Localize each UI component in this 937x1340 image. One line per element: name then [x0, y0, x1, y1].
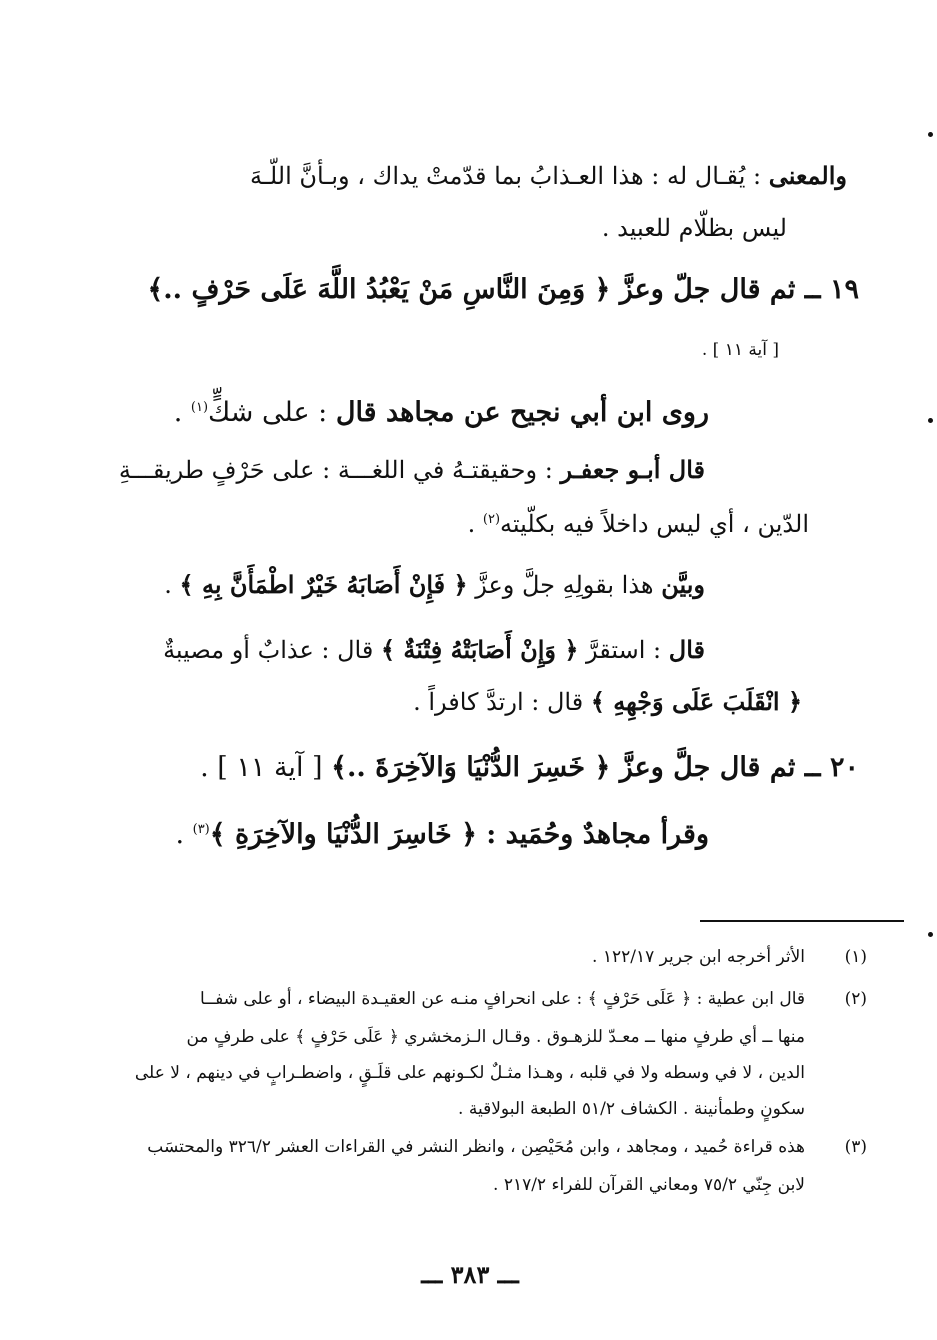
footnote-line: هذه قراءة حُميد ، ومجاهد ، وابن مُحَيْصِن ، وانظر النشر في القراءات العشر ٣٢٦/٢ والمحتسَب [147, 1137, 805, 1157]
margin-mark [928, 132, 933, 137]
paragraph-line [164, 565, 705, 605]
text-run: هذا بقولِهِ جلَّ وعزَّ [467, 571, 662, 599]
text-run: : استقرَّ [578, 636, 669, 664]
paragraph-line [174, 388, 709, 433]
section-heading-19 [147, 270, 859, 310]
footnote-line: لابن جِنّي ٧٥/٢ ومعاني القرآن للفراء ٢١٧/٢ . [493, 1175, 805, 1195]
paragraph-line [413, 682, 802, 722]
footnote-line: سكونٍ وطمأنينة . الكشاف ٥١/٢ الطبعة البولاقية . [458, 1099, 805, 1119]
text-run: : وحقيقتـهُ في اللغـــة : على حَرْفٍ طريقـــةِ [118, 456, 561, 484]
footnote-ref: (٢) [482, 512, 501, 527]
text-run: . [164, 571, 180, 599]
text-run: [ آية ١١ ] . [701, 340, 779, 360]
bold-run: وبيَّن [661, 570, 705, 599]
footnote-line: الدين ، لا في وسطه ولا في قلبه ، وهـذا مثـلٌ لكـونهم على قلَـقٍ ، واضطـرابٍ في دينهم ، لا على [134, 1063, 805, 1083]
bold-run: وقرأ مجاهدٌ وحُمَيد : ﴿ خَاسِرَ الدُّنْيَا والآخِرَةِ ﴾ [209, 819, 709, 850]
bold-run: قال [668, 635, 705, 664]
paragraph-line [602, 208, 787, 248]
text-run: : على شكٍّ [208, 397, 336, 428]
footnote-ref: (١) [190, 400, 209, 415]
footnote-separator [700, 920, 904, 922]
bold-run: ﴿ انْقَلَبَ عَلَى وَجْهِهِ ﴾ [590, 687, 802, 716]
paragraph-line [250, 156, 847, 196]
footnote-number: (٢) [844, 989, 867, 1009]
text-run: [ آية ١١ ] . [200, 752, 332, 783]
footnote-number: (٣) [844, 1137, 867, 1157]
bold-run: ﴿ وَإِنْ أَصَابَتْهُ فِتْنَةٌ ﴾ [380, 635, 579, 664]
paragraph-line [163, 630, 705, 670]
text-run: . [467, 510, 483, 538]
text-run: ليس بظلّام للعبيد . [601, 214, 787, 242]
text-run: قال : عذابٌ أو مصيبةٌ [163, 636, 381, 664]
bold-run: ١٩ ــ ثم قال جلّ وعزَّ ﴿ وَمِنَ النَّاسِ مَنْ يَعْبُدُ اللَّهَ عَلَى حَرْفٍ ..﴾ [147, 274, 859, 305]
text-run: : يُقـال له : هذا العـذابُ بما قدّمتْ يداك ، وبـأنَّ اللّـهَ [249, 162, 769, 190]
section-heading-20 [200, 748, 859, 788]
page-number: ـــ ٣٨٣ ـــ [421, 1260, 519, 1289]
footnote-line: قال ابن عطية : ﴿ عَلَى حَرْفٍ ﴾ : على انحرافٍ منـه عن العقيـدة البيضاء ، أو على شفــا [199, 989, 805, 1009]
margin-mark [928, 418, 933, 423]
bold-run: ٢٠ ــ ثم قال جلَّ وعزَّ ﴿ خَسِرَ الدُّنْيَا وَالآخِرَةَ ..﴾ [331, 752, 859, 783]
footnote-line: الأثر أخرجه ابن جرير ١٢٢/١٧ . [592, 947, 805, 967]
text-run: . [173, 397, 191, 428]
bold-run: روى ابن أبي نجيح عن مجاهد قال [335, 397, 709, 428]
text-run: الدّين ، أي ليس داخلاً فيه بكلّيته [500, 510, 809, 538]
bold-run: والمعنى [768, 161, 847, 190]
paragraph-line [119, 450, 705, 490]
paragraph-line [175, 810, 709, 855]
footnote-ref: (٣) [192, 822, 210, 837]
text-run: . [175, 819, 193, 850]
footnote-line: منها ــ أي طرفٍ منها ــ معـدّ للزهـوق . وقـال الـزمخشري ﴿ عَلَى حَرْفٍ ﴾ على طرفٍ من [186, 1027, 805, 1047]
footnote-number: (١) [844, 947, 867, 967]
text-run: قال : ارتدَّ كافراً . [413, 688, 591, 716]
bold-run: قال أبـو جعفـر [560, 455, 705, 484]
paragraph-line [468, 500, 809, 544]
margin-mark [928, 932, 933, 937]
verse-reference [702, 330, 779, 370]
bold-run: ﴿ فَإِنْ أَصَابَهُ خَيْرٌ اطْمَأَنَّ بِهِ ﴾ [179, 570, 468, 599]
